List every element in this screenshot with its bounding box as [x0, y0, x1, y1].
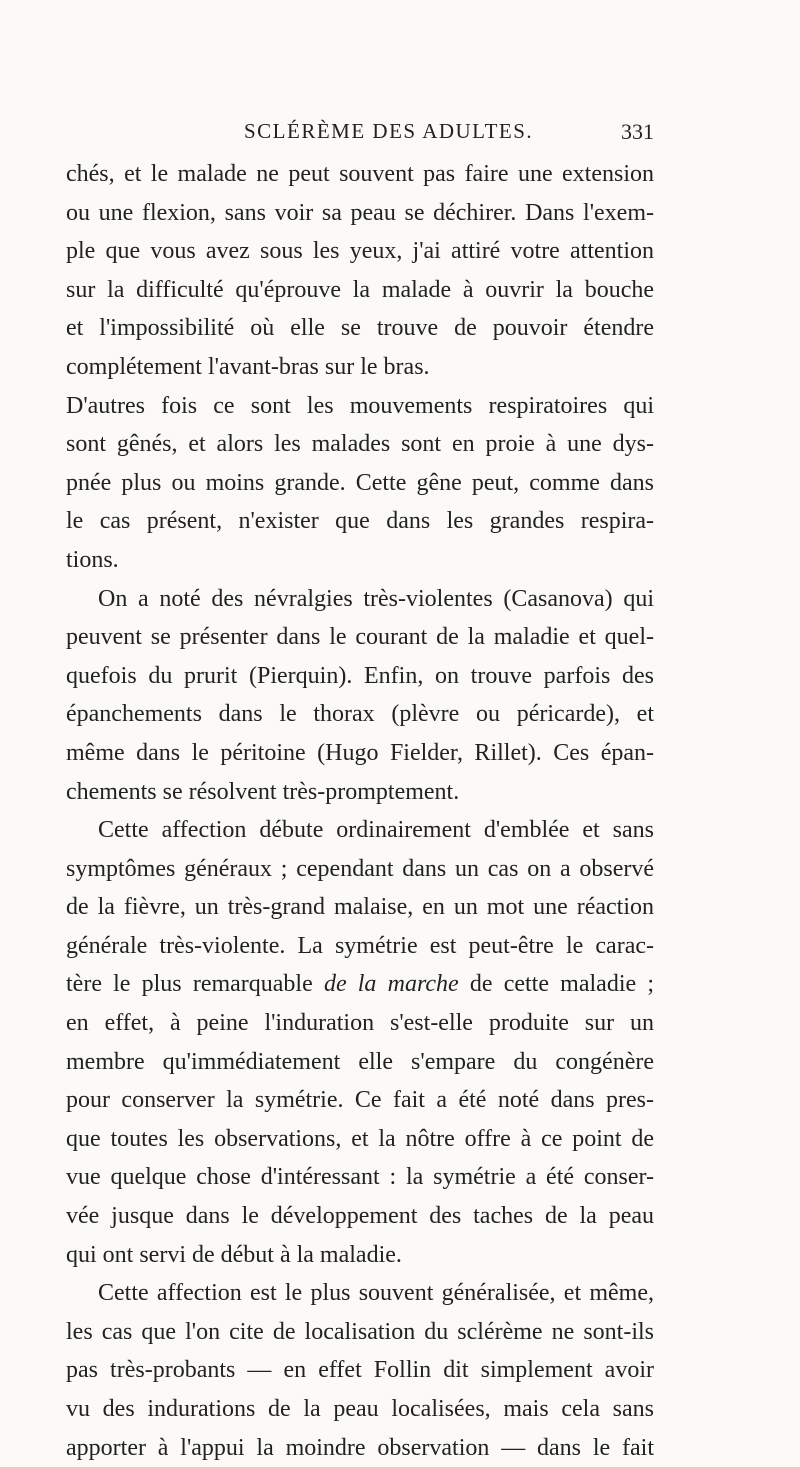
text-line: ou une flexion, sans voir sa peau se déchirer. Dans l'exem-	[66, 199, 654, 226]
text-line: Cette affection est le plus souvent généralisée, et même,	[98, 1280, 654, 1307]
text-line: D'autres fois ce sont les mouvements respiratoires qui	[66, 392, 654, 419]
page-header	[66, 115, 654, 155]
text-line: que toutes les observations, et la nôtre offre à ce point de	[66, 1125, 654, 1152]
text-run: tère le plus remarquable	[66, 971, 324, 998]
text-line: chements se résolvent très-promptement.	[66, 778, 460, 805]
text-line: peuvent se présenter dans le courant de la maladie et quel-	[66, 624, 654, 651]
text-line	[66, 965, 654, 1004]
text-line: pour conserver la symétrie. Ce fait a été noté dans pres-	[66, 1087, 654, 1114]
text-line: vu des indurations de la peau localisées, mais cela sans	[66, 1396, 654, 1422]
text-line: tions.	[66, 546, 119, 573]
page-number: 331	[621, 119, 654, 144]
text-line: chés, et le malade ne peut souvent pas faire une extension	[66, 161, 654, 187]
text-line: pas très-probants — en effet Follin dit simplement avoir	[66, 1357, 654, 1384]
text-line: complétement l'avant-bras sur le bras.	[66, 353, 430, 380]
text-line: qui ont servi de début à la maladie.	[66, 1241, 402, 1268]
text-line: apporter à l'appui la moindre observation — dans le fait	[66, 1434, 654, 1461]
text-line: en effet, à peine l'induration s'est-elle produite sur un	[66, 1010, 654, 1037]
text-line: On a noté des névralgies très-violentes (Casanova) qui	[98, 585, 654, 612]
body-text	[66, 155, 654, 1467]
text-line: épanchements dans le thorax (plèvre ou péricarde), et	[66, 701, 654, 728]
text-line: symptômes généraux ; cependant dans un cas on a observé	[66, 855, 654, 882]
text-line: sont gênés, et alors les malades sont en proie à une dys-	[66, 431, 654, 458]
text-line: les cas que l'on cite de localisation du sclérème ne sont-ils	[66, 1318, 654, 1345]
text-line: et l'impossibilité où elle se trouve de pouvoir étendre	[66, 315, 654, 342]
text-line: Cette affection débute ordinairement d'emblée et sans	[98, 817, 654, 844]
text-line: générale très-violente. La symétrie est peut-être le carac-	[66, 932, 654, 959]
italic-text-run: de la marche	[323, 971, 459, 998]
book-page	[66, 115, 654, 1467]
text-line: le cas présent, n'exister que dans les grandes respira-	[66, 508, 654, 535]
text-line: de la fièvre, un très-grand malaise, en un mot une réaction	[66, 894, 654, 921]
running-title: SCLÉRÈME DES ADULTES.	[244, 119, 534, 143]
text-line: quefois du prurit (Pierquin). Enfin, on trouve parfois des	[66, 662, 654, 689]
text-line: vue quelque chose d'intéressant : la symétrie a été conser-	[66, 1164, 654, 1191]
text-line: membre qu'immédiatement elle s'empare du congénère	[66, 1048, 654, 1075]
text-line: ple que vous avez sous les yeux, j'ai attiré votre attention	[66, 238, 654, 265]
text-line: pnée plus ou moins grande. Cette gêne peut, comme dans	[66, 469, 654, 496]
text-line: vée jusque dans le développement des taches de la peau	[66, 1203, 654, 1230]
text-run: de cette maladie ;	[458, 971, 654, 998]
text-line: sur la difficulté qu'éprouve la malade à ouvrir la bouche	[66, 276, 654, 303]
text-line: même dans le péritoine (Hugo Fielder, Rillet). Ces épan-	[66, 739, 654, 766]
